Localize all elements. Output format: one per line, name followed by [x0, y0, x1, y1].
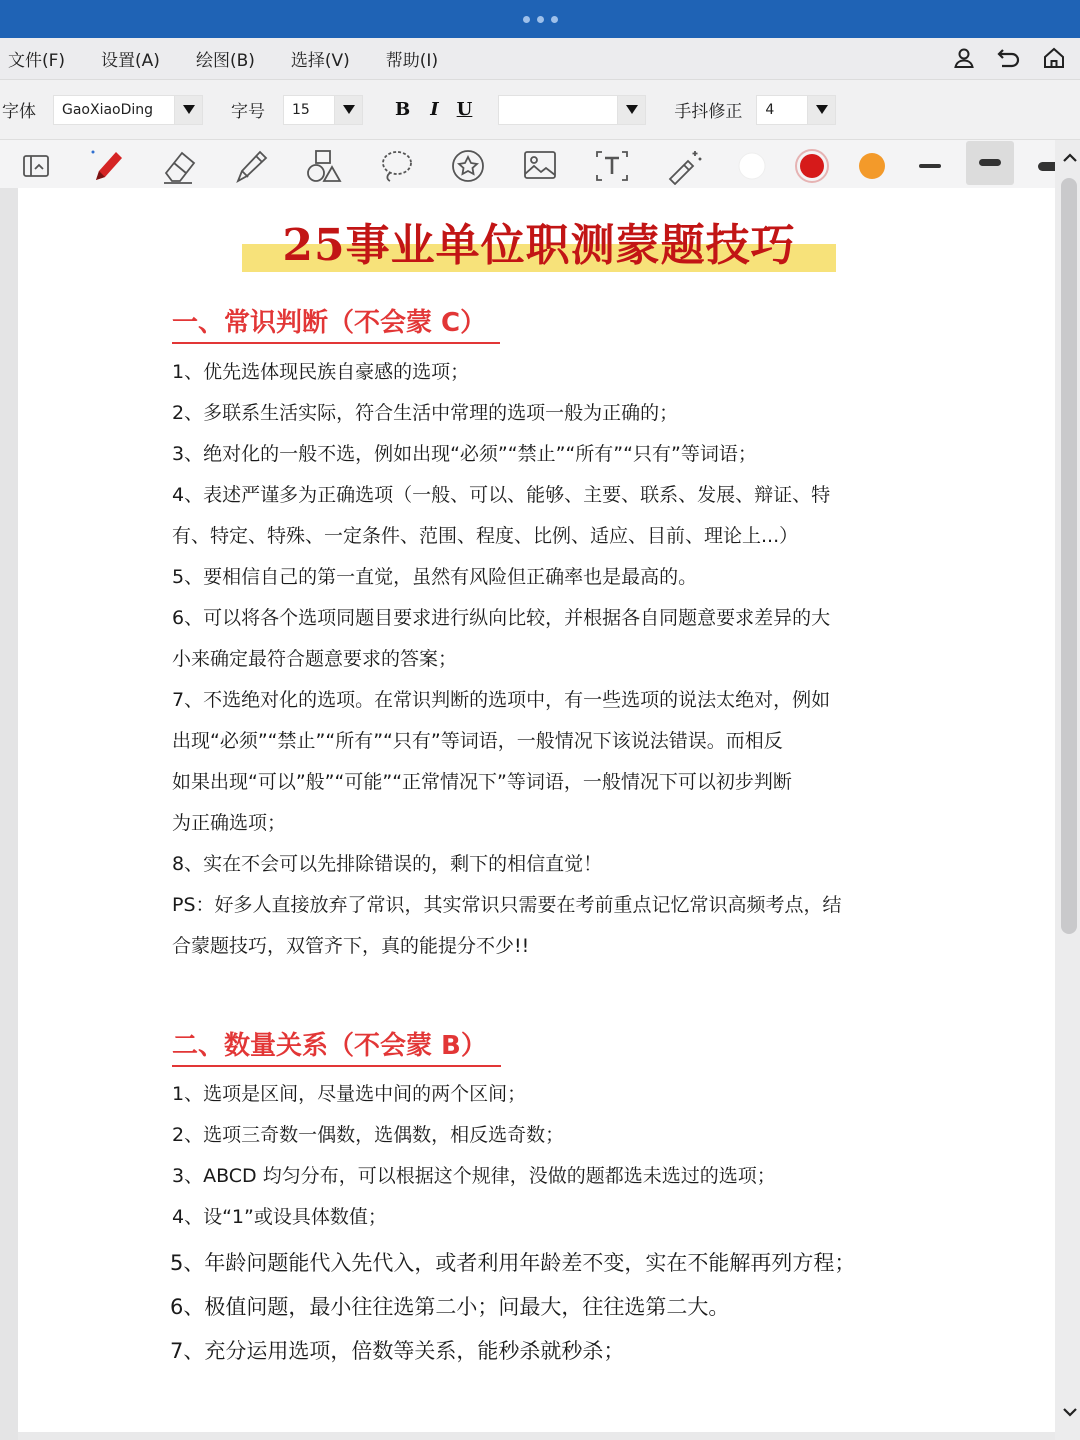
document-title-block	[242, 220, 836, 274]
section-heading-quantitative: 二、数量关系（不会蒙 B）	[172, 1029, 501, 1067]
font-select[interactable]	[53, 95, 203, 125]
image-icon[interactable]	[520, 146, 560, 186]
text-line: 7、充分运用选项，倍数等关系，能秒杀就秒杀；	[170, 1339, 625, 1363]
window-titlebar	[0, 0, 1080, 38]
text-line: 3、绝对化的一般不选，例如出现“必须”“禁止”“所有”“只有”等词语；	[172, 443, 757, 465]
text-line: 8、实在不会可以先排除错误的，剩下的相信直觉！	[172, 853, 603, 875]
menu-settings[interactable]: 设置(A)	[101, 51, 160, 71]
lasso-icon[interactable]	[376, 146, 416, 186]
text-line: 5、要相信自己的第一直觉，虽然有风险但正确率也是最高的。	[172, 566, 698, 588]
panel-toggle-icon[interactable]	[16, 146, 56, 186]
text-line: 2、多联系生活实际，符合生活中常理的选项一般为正确的；	[172, 402, 679, 424]
sticker-icon[interactable]	[448, 146, 488, 186]
menu-bar	[0, 38, 1080, 80]
italic-button[interactable]: I	[430, 99, 439, 120]
text-line: 6、可以将各个选项同题目要求进行纵向比较，并根据各自同题意要求差异的大	[172, 607, 831, 629]
menu-file[interactable]: 文件(F)	[8, 51, 66, 71]
menu-draw[interactable]: 绘图(B)	[195, 51, 255, 71]
window-handle-dots[interactable]	[523, 16, 558, 23]
text-line: 7、不选绝对化的选项。在常识判断的选项中，有一些选项的说法太绝对，例如	[172, 689, 831, 711]
chevron-down-icon[interactable]	[174, 96, 202, 124]
text-line: 出现“必须”“禁止”“所有”“只有”等词语，一般情况下该说法错误。而相反	[172, 730, 783, 752]
format-bar	[0, 80, 1080, 140]
text-line: 小来确定最符合题意要求的答案；	[172, 648, 458, 670]
text-line: 1、优先选体现民族自豪感的选项；	[172, 361, 470, 383]
document-title: 25事业单位职测蒙题技巧	[282, 220, 796, 271]
chevron-down-icon[interactable]	[334, 96, 362, 124]
text-line: PS：好多人直接放弃了常识，其实常识只需要在考前重点记忆常识高频考点，结	[172, 894, 842, 916]
color-select[interactable]	[498, 95, 646, 125]
text-line: 为正确选项；	[172, 812, 287, 834]
text-line: 4、设“1”或设具体数值；	[172, 1206, 387, 1228]
home-icon[interactable]	[1042, 46, 1066, 70]
drawing-toolbar	[0, 140, 1080, 188]
text-box-icon[interactable]	[592, 146, 632, 186]
text-line: 2、选项三奇数一偶数，选偶数，相反选奇数；	[172, 1124, 565, 1146]
chevron-down-icon[interactable]	[1062, 1404, 1078, 1418]
stabilizer-label: 手抖修正	[674, 102, 743, 122]
scrollbar-thumb[interactable]	[1061, 178, 1077, 934]
stroke-medium-selected[interactable]	[966, 141, 1014, 185]
text-line: 合蒙题技巧，双管齐下，真的能提分不少!!	[172, 935, 530, 957]
chevron-down-icon[interactable]	[807, 96, 835, 124]
font-value: GaoXiaoDing	[62, 101, 154, 118]
left-gutter	[0, 188, 18, 1440]
text-line: 3、ABCD 均匀分布，可以根据这个规律，没做的题都选未选过的选项；	[172, 1165, 776, 1187]
magic-wand-icon[interactable]	[664, 146, 704, 186]
undo-icon[interactable]	[996, 46, 1022, 70]
user-icon[interactable]	[952, 46, 976, 70]
color-swatch-white[interactable]	[732, 146, 772, 186]
text-line: 5、年龄问题能代入先代入，或者利用年龄差不变，实在不能解再列方程；	[170, 1251, 856, 1275]
text-line: 6、极值问题，最小往往选第二小；问最大，往往选第二大。	[170, 1295, 730, 1319]
size-select[interactable]	[283, 95, 363, 125]
stabilizer-select[interactable]	[756, 95, 836, 125]
stabilizer-value: 4	[765, 101, 775, 118]
menu-select[interactable]: 选择(V)	[290, 51, 350, 71]
underline-button[interactable]: U	[456, 99, 473, 120]
bold-button[interactable]: B	[395, 99, 411, 120]
text-line: 1、选项是区间，尽量选中间的两个区间；	[172, 1083, 527, 1105]
color-swatch-orange[interactable]	[852, 146, 892, 186]
size-value: 15	[292, 101, 310, 118]
highlighter-icon[interactable]	[232, 146, 272, 186]
text-line: 如果出现“可以”般”“可能”“正常情况下”等词语，一般情况下可以初步判断	[172, 771, 792, 793]
stroke-thin-icon[interactable]	[910, 146, 950, 186]
font-label: 字体	[2, 102, 36, 122]
menu-help[interactable]: 帮助(I)	[385, 51, 439, 71]
color-swatch-red[interactable]	[792, 146, 832, 186]
shapes-icon[interactable]	[304, 146, 344, 186]
size-label: 字号	[231, 102, 265, 122]
section-heading-general-knowledge: 一、常识判断（不会蒙 C）	[172, 306, 500, 344]
chevron-down-icon[interactable]	[617, 96, 645, 124]
text-line: 有、特定、特殊、一定条件、范围、程度、比例、适应、目前、理论上...）	[172, 525, 799, 547]
text-line: 4、表述严谨多为正确选项（一般、可以、能够、主要、联系、发展、辩证、特	[172, 484, 831, 506]
eraser-icon[interactable]	[160, 146, 200, 186]
pen-icon[interactable]	[88, 146, 128, 186]
chevron-up-icon[interactable]	[1062, 150, 1078, 164]
